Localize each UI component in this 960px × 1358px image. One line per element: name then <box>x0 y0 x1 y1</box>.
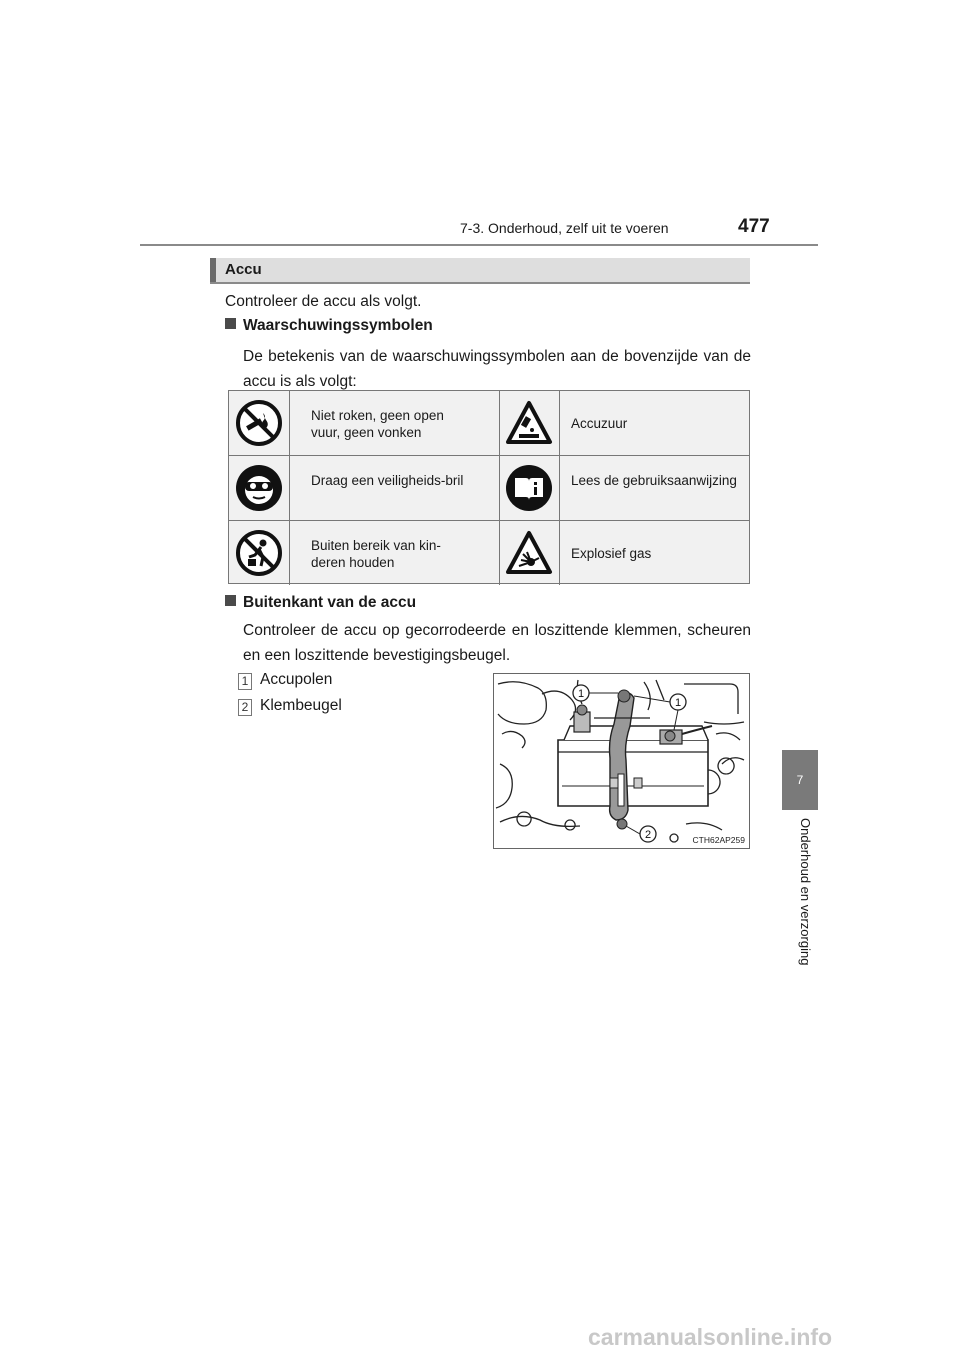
table-row <box>229 521 749 585</box>
cell-children-text: Buiten bereik van kin-deren houden <box>311 538 441 570</box>
watermark: carmanualsonline.info <box>588 1324 833 1350</box>
intro-text: Controleer de accu als volgt. <box>225 293 422 310</box>
battery-illustration <box>493 673 750 849</box>
square-bullet-icon <box>225 595 236 606</box>
callout-label: Accupolen <box>260 671 333 688</box>
chapter-label-text: Onderhoud en verzorging <box>798 818 813 966</box>
running-header: 7-3. Onderhoud, zelf uit te voeren <box>460 220 669 236</box>
callout-number: 1 <box>238 673 252 690</box>
cell-goggles-text: Draag een veiligheids-bril <box>311 473 464 488</box>
header-rule <box>140 244 818 246</box>
outside-heading-text: Buitenkant van de accu <box>243 594 417 611</box>
table-row <box>229 391 749 456</box>
outside-heading <box>225 594 416 612</box>
section-title: Accu <box>225 261 262 278</box>
chapter-tab: 7 <box>782 750 818 810</box>
figure-callout-2: 2 <box>644 829 652 841</box>
cell-explosive-text: Explosief gas <box>571 546 652 561</box>
warning-symbols-table <box>228 390 750 584</box>
keep-away-from-children-icon <box>235 529 283 577</box>
square-bullet-icon <box>225 318 236 329</box>
explosive-gas-warning-icon <box>505 529 553 577</box>
outside-paragraph: Controleer de accu op gecorrodeerde en loszittende klemmen, scheuren en een loszittende bevestigingsbeugel. <box>243 622 751 664</box>
figure-callout-1: 1 <box>674 697 682 709</box>
table-row <box>229 456 749 521</box>
battery-acid-warning-icon <box>505 399 553 447</box>
figure-code: CTH62AP259 <box>692 835 745 845</box>
figure-callout-1: 1 <box>577 688 585 700</box>
callout-label: Klembeugel <box>260 697 342 714</box>
section-accent <box>210 258 216 282</box>
page-number: 477 <box>738 216 770 237</box>
symbols-heading-text: Waarschuwingssymbolen <box>243 317 433 334</box>
no-smoking-no-flame-icon <box>235 399 283 447</box>
section-bar <box>210 258 750 284</box>
callout-number: 2 <box>238 699 252 716</box>
symbols-paragraph: De betekenis van de waarschuwingssymbolen aan de bovenzijde van de accu is als volgt: <box>243 348 751 390</box>
symbols-heading <box>225 317 433 335</box>
cell-acid-text: Accuzuur <box>571 416 628 431</box>
read-manual-icon <box>505 464 553 512</box>
safety-goggles-icon <box>235 464 283 512</box>
cell-no-smoking-text: Niet roken, geen open vuur, geen vonken <box>311 408 444 440</box>
cell-manual-text: Lees de gebruiksaanwijzing <box>571 473 737 488</box>
chapter-label <box>799 818 815 988</box>
